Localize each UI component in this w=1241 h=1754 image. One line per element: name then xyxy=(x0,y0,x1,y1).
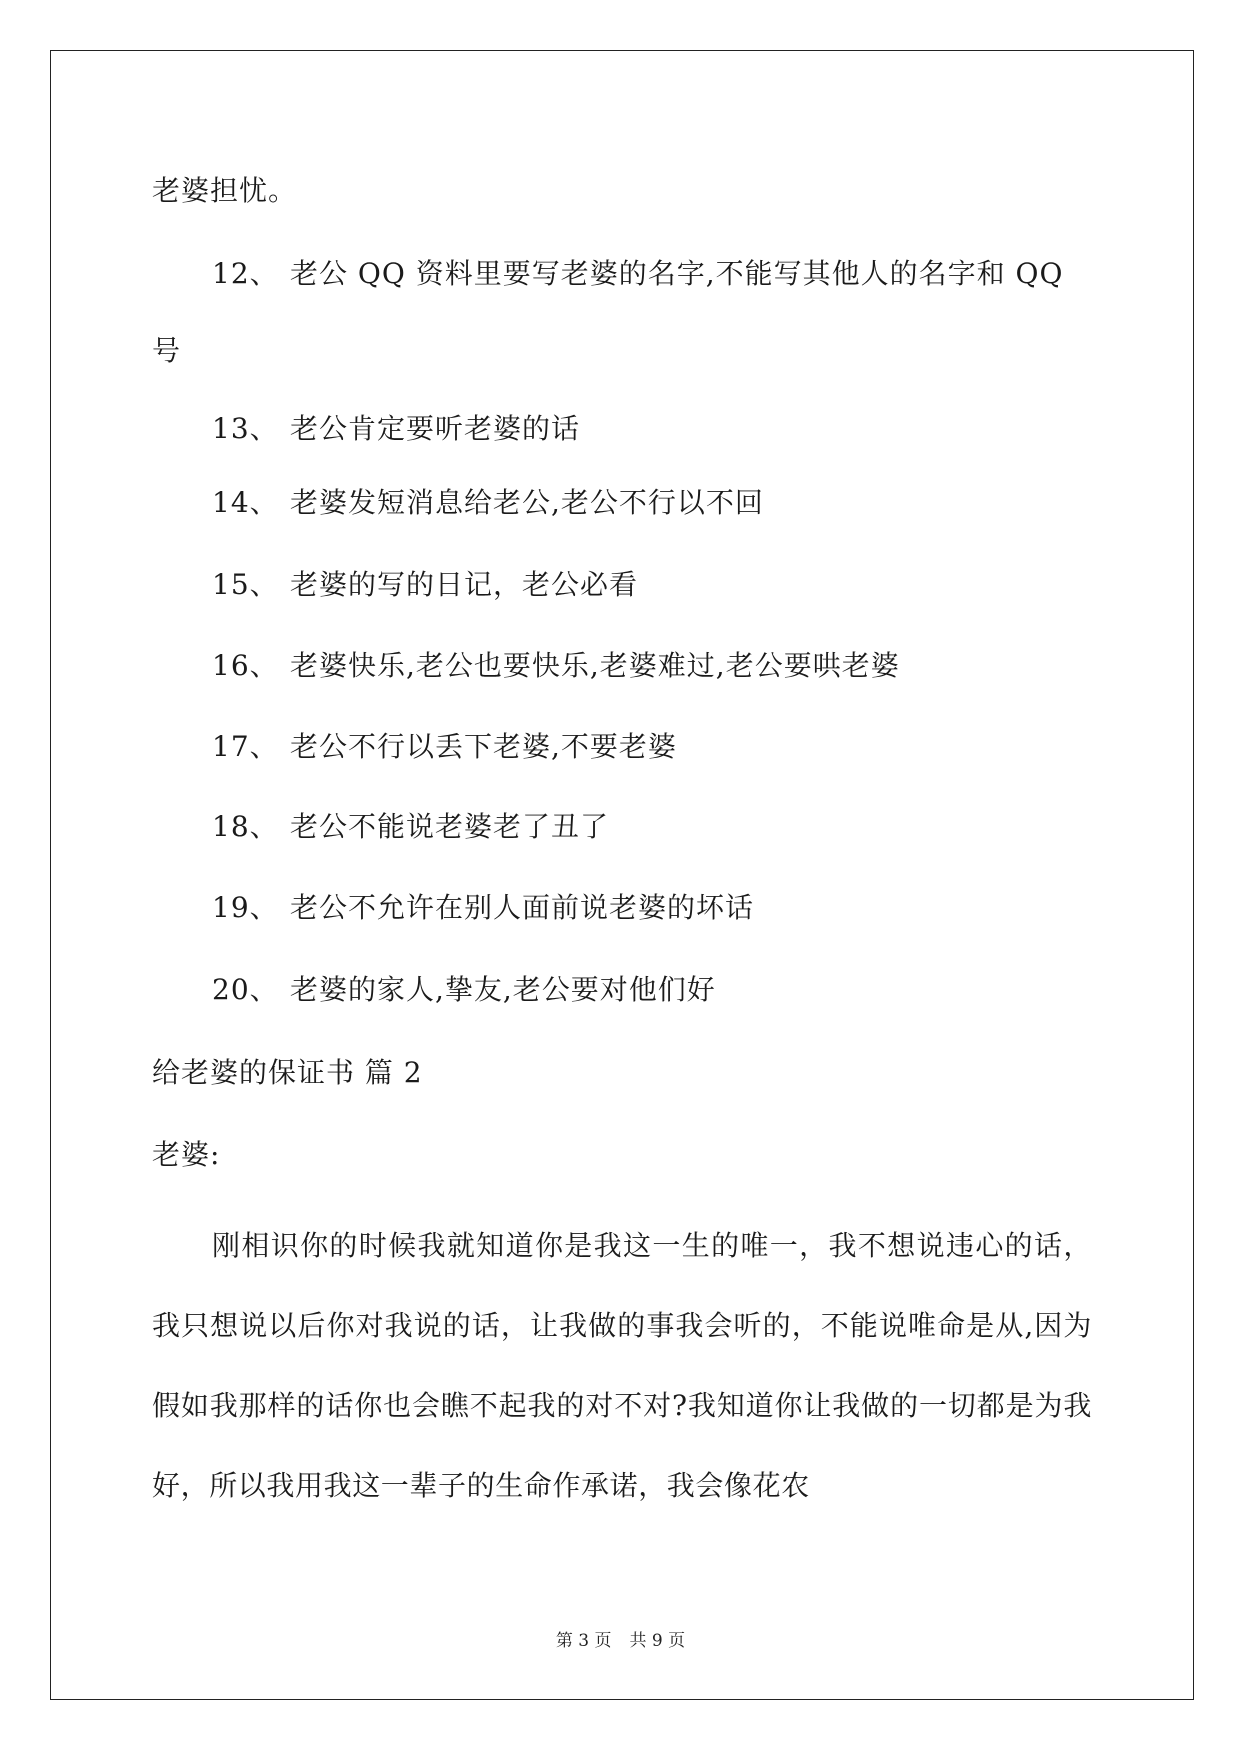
list-item xyxy=(212,730,677,764)
page-number: 第 3 页 xyxy=(555,1631,612,1651)
item-number: 13、 xyxy=(212,412,279,445)
item-text: 老婆快乐,老公也要快乐,老婆难过,老公要哄老婆 xyxy=(290,649,900,682)
list-item xyxy=(212,891,754,925)
item-text: 老公不能说老婆老了丑了 xyxy=(290,810,610,843)
page-footer xyxy=(0,1626,1241,1651)
item-number: 15、 xyxy=(212,568,279,601)
item-number: 19、 xyxy=(212,891,279,924)
list-item xyxy=(212,649,900,683)
item-number: 20、 xyxy=(212,973,279,1006)
item-text: 老婆发短消息给老公,老公不行以不回 xyxy=(290,486,764,519)
item-number: 17、 xyxy=(212,730,279,763)
list-item xyxy=(212,973,716,1007)
item-number: 14、 xyxy=(212,486,279,519)
continued-text: 老婆担忧。 xyxy=(152,174,298,207)
item-text: 老婆的家人,挚友,老公要对他们好 xyxy=(290,973,716,1006)
list-item xyxy=(212,568,638,602)
list-item xyxy=(212,810,609,844)
list-item xyxy=(212,257,1063,291)
item-text: 老公肯定要听老婆的话 xyxy=(290,412,581,445)
item-text: 老公 QQ 资料里要写老婆的名字,不能写其他人的名字和 QQ xyxy=(290,257,1064,290)
list-item xyxy=(212,412,580,446)
item-number: 16、 xyxy=(212,649,279,682)
item-wrap-text: 号 xyxy=(152,334,182,367)
item-text: 老公不行以丢下老婆,不要老婆 xyxy=(290,730,677,763)
body-paragraph: 刚相识你的时候我就知道你是我这一生的唯一，我不想说违心的话，我只想说以后你对我说的话，让我做的事我会听的，不能说唯命是从,因为假如我那样的话你也会瞧不起我的对不对?我知道你让我做的一切都是为我好，所以我用我这一辈子的生命作承诺，我会像花农 xyxy=(152,1229,1092,1502)
item-number: 12、 xyxy=(212,257,279,290)
salutation: 老婆: xyxy=(152,1138,221,1171)
item-text: 老公不允许在别人面前说老婆的坏话 xyxy=(290,891,755,924)
page-total: 共 9 页 xyxy=(629,1631,686,1651)
list-item xyxy=(212,486,764,520)
item-number: 18、 xyxy=(212,810,279,843)
section-title: 给老婆的保证书 篇 2 xyxy=(152,1056,423,1089)
item-text: 老婆的写的日记，老公必看 xyxy=(290,568,639,601)
